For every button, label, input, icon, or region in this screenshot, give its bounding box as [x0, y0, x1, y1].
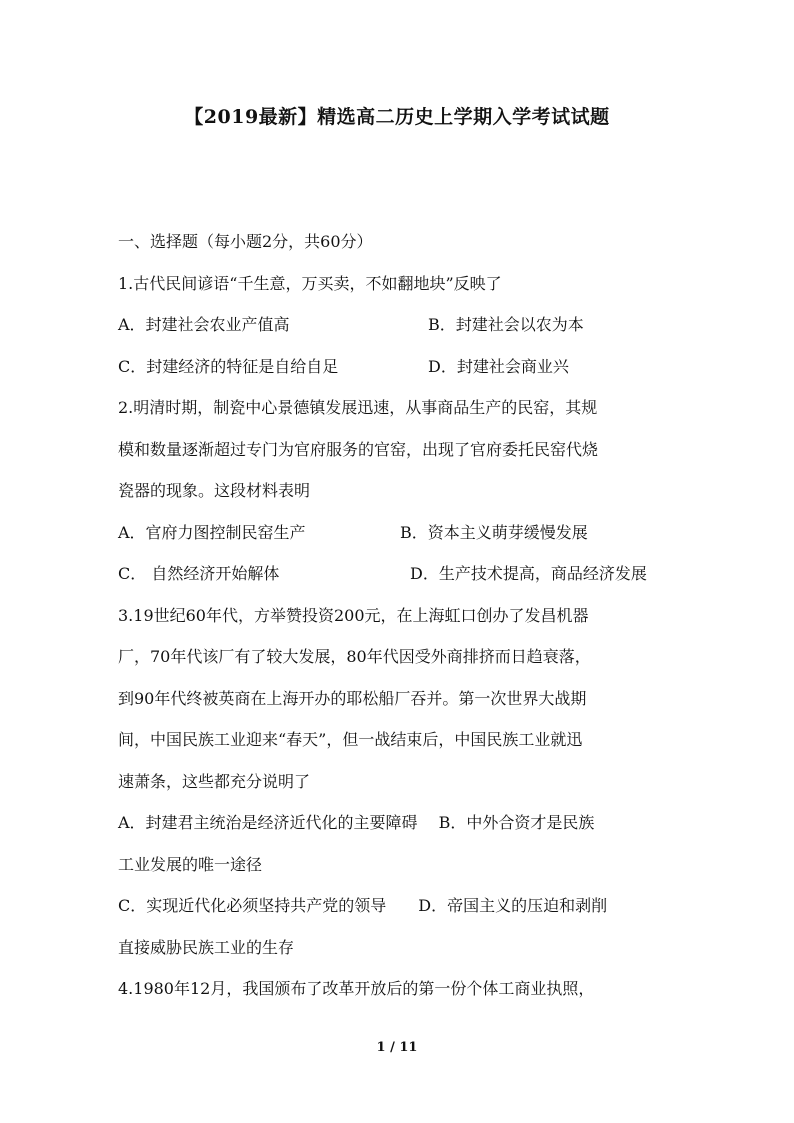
question-3-stem-line-2: 厂，70年代该厂有了较大发展，80年代因受外商排挤而日趋衰落，	[118, 647, 591, 666]
page-number: 1 / 11	[376, 1040, 418, 1055]
question-3-stem-line-5: 速萧条，这些都充分说明了	[118, 771, 311, 791]
question-3-options-line-2: 工业发展的唯一途径	[118, 854, 263, 874]
question-2-option-b: B．资本主义萌芽缓慢发展	[400, 522, 588, 542]
question-2-option-c: C． 自然经济开始解体	[118, 564, 280, 583]
question-2-stem-line-1: 2.明清时期，制瓷中心景德镇发展迅速，从事商品生产的民窑，其规	[118, 398, 598, 417]
question-3-options-line-4: 直接威胁民族工业的生存	[118, 937, 295, 957]
document-body	[118, 228, 684, 1017]
question-2-options-row-2	[118, 560, 684, 602]
question-4-stem-line-1: 4.1980年12月，我国颁布了改革开放后的第一份个体工商业执照，	[118, 979, 595, 998]
question-1-stem: 1.古代民间谚语“千生意，万买卖，不如翻地块”反映了	[118, 273, 502, 293]
question-2-stem-line-3: 瓷器的现象。这段材料表明	[118, 481, 311, 500]
question-3-options-line-1: A．封建君主统治是经济近代化的主要障碍 B．中外合资才是民族	[118, 813, 595, 832]
question-3-options-line-3: C．实现近代化必须坚持共产党的领导 D．帝国主义的压迫和剥削	[118, 896, 608, 915]
question-1-options-row-2	[118, 353, 684, 395]
question-1-option-a: A．封建社会农业产值高	[118, 315, 290, 334]
section-heading: 一、选择题（每小题2分，共60分）	[118, 232, 373, 251]
question-1-option-d: D．封建社会商业兴	[428, 356, 569, 376]
question-1-option-c: C．封建经济的特征是自给自足	[118, 356, 339, 376]
question-1-options-row-1	[118, 311, 684, 353]
document-title: 【2019最新】精选高二历史上学期入学考试试题	[184, 106, 610, 128]
question-2-options-row-1	[118, 519, 684, 561]
question-2-stem-line-2: 模和数量逐渐超过专门为官府服务的官窑，出现了官府委托民窑代烧	[118, 439, 599, 459]
question-2-option-a: A．官府力图控制民窑生产	[118, 522, 306, 542]
question-3-stem-line-4: 间，中国民族工业迎来“春天”，但一战结束后，中国民族工业就迅	[118, 730, 583, 749]
question-1-option-b: B．封建社会以农为本	[428, 315, 584, 334]
question-3-stem-line-3: 到90年代终被英商在上海开办的耶松船厂吞并。第一次世界大战期	[118, 688, 587, 708]
question-3-stem-line-1: 3.19世纪60年代，方举赞投资200元，在上海虹口创办了发昌机器	[118, 605, 589, 625]
question-2-option-d: D．生产技术提高，商品经济发展	[410, 564, 647, 583]
